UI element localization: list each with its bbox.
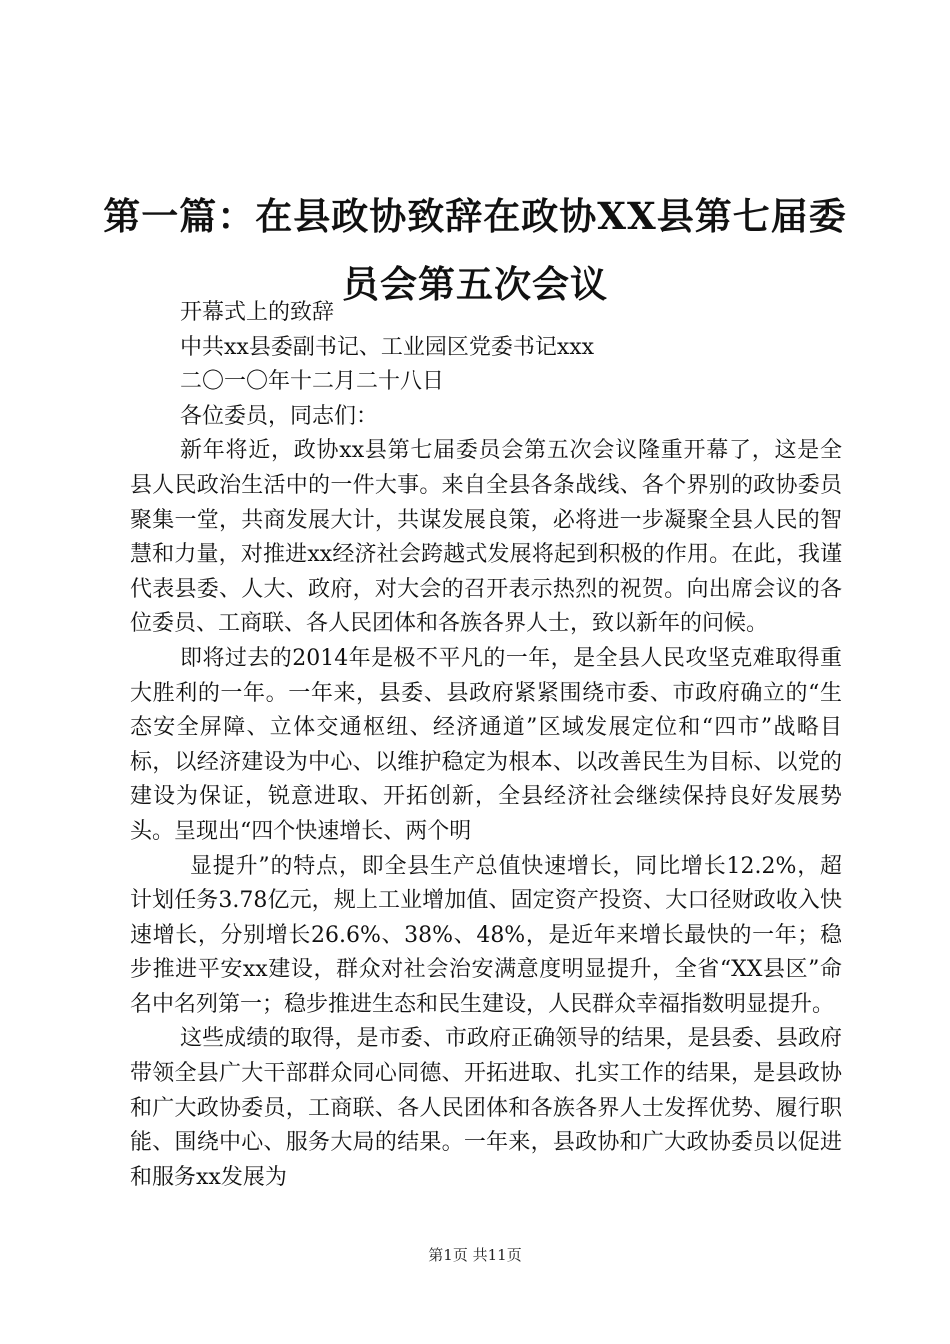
paragraph: 即将过去的2014年是极不平凡的一年，是全县人民攻坚克难取得重大胜利的一年。一年来，县委、县政府紧紧围绕市委、市政府确立的“生态安全屏障、立体交通枢纽、经济通道”区域发展定位和“四市”战略目标，以经济建设为中心、以维护稳定为根本、以改善民生为目标、以党的建设为保证，锐意进取、开拓创新，全县经济社会继续保持良好发展势头。呈现出“四个快速增长、两个明 bbox=[130, 645, 842, 844]
speaker-line: 中共xx县委副书记、工业园区党委书记xxx bbox=[180, 334, 595, 360]
page-number-footer: 第1页 共11页 bbox=[428, 1246, 522, 1264]
title-line-1: 第一篇：在县政协致辞在政协XX县第七届委 bbox=[103, 194, 847, 238]
subtitle-line: 开幕式上的致辞 bbox=[180, 300, 335, 325]
paragraph: 新年将近，政协xx县第七届委员会第五次会议隆重开幕了，这是全县人民政治生活中的一件大事。来自全县各条战线、各个界别的政协委员聚集一堂，共商发展大计，共谋发展良策，必将进一步凝聚全县人民的智慧和力量，对推进xx经济社会跨越式发展将起到积极的作用。在此，我谨代表县委、人大、政府，对大会的召开表示热烈的祝贺。向出席会议的各位委员、工商联、各人民团体和各族各界人士，致以新年的问候。 bbox=[130, 438, 842, 637]
paragraph: 显提升”的特点，即全县生产总值快速增长，同比增长12.2%，超计划任务3.78亿元，规上工业增加值、固定资产投资、大口径财政收入快速增长，分别增长26.6%、38%、48%，是近年来增长最快的一年；稳步推进平安xx建设，群众对社会治安满意度明显提升，全省“XX县区”命名中名列第一；稳步推进生态和民生建设，人民群众幸福指数明显提升。 bbox=[130, 853, 842, 1017]
salutation: 各位委员，同志们： bbox=[180, 403, 379, 429]
title-line-2: 员会第五次会议 bbox=[342, 262, 608, 306]
date-line: 二〇一〇年十二月二十八日 bbox=[180, 369, 445, 395]
document-body bbox=[130, 296, 842, 1195]
paragraph: 这些成绩的取得，是市委、市政府正确领导的结果，是县委、县政府带领全县广大干部群众同心同德、开拓进取、扎实工作的结果，是县政协和广大政协委员，工商联、各人民团体和各族各界人士发挥优势、履行职能、围绕中心、服务大局的结果。一年来，县政协和广大政协委员以促进和服务xx发展为 bbox=[130, 1026, 842, 1190]
